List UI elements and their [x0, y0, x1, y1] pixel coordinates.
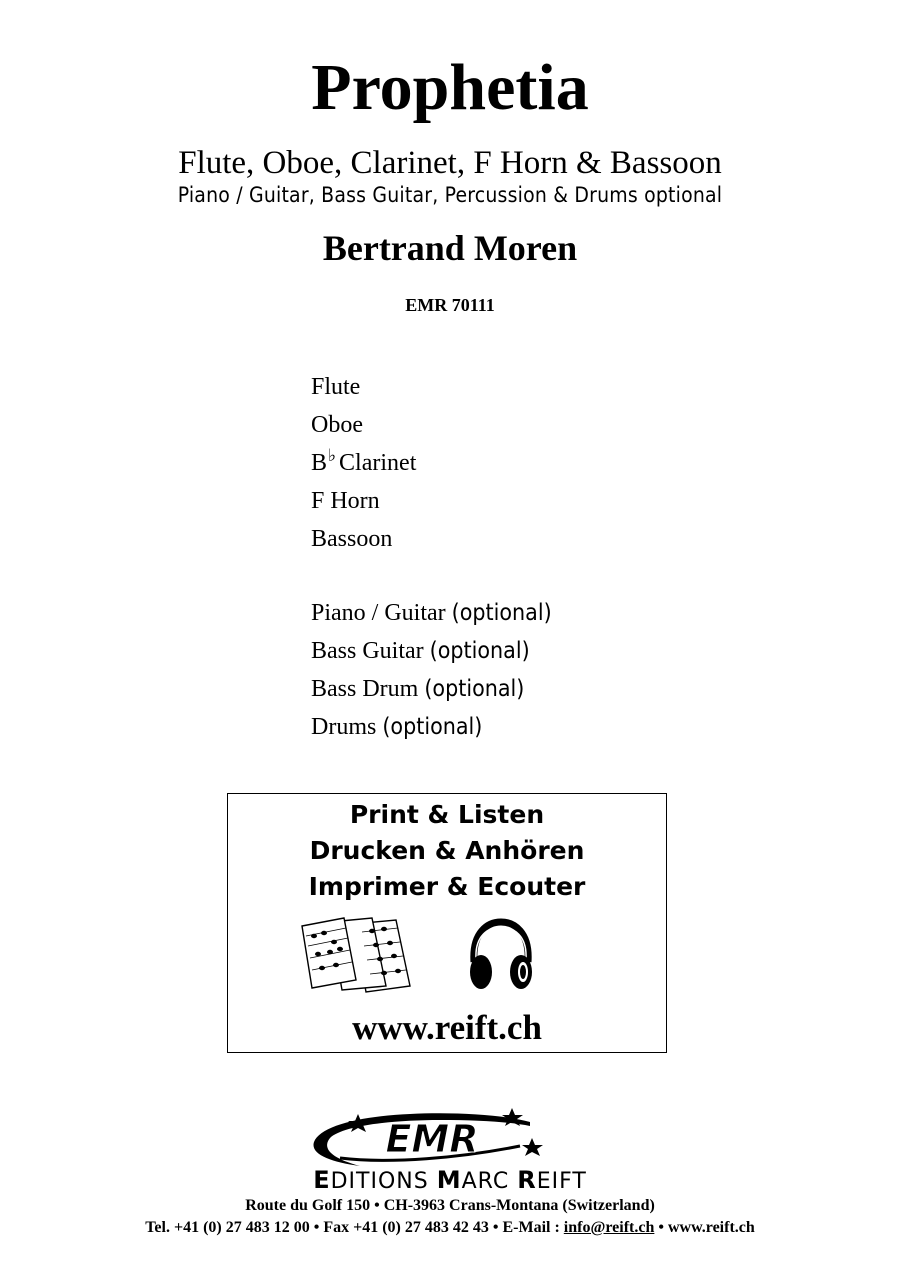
- optional-instrument-list: [311, 594, 552, 746]
- composer-name: Bertrand Moren: [322, 228, 578, 268]
- emr-logo: [300, 1108, 560, 1170]
- publisher-name-initial: R: [517, 1166, 537, 1194]
- optional-instrumentation-subtitle: Piano / Guitar, Bass Guitar, Percussion & Drums optional: [177, 183, 723, 207]
- optional-note: (optional): [424, 676, 525, 702]
- instrument-item: [311, 368, 416, 406]
- sheet-music-icon: [300, 916, 412, 994]
- email-link[interactable]: info@reift.ch: [563, 1219, 655, 1236]
- instrument-label: Clarinet: [339, 450, 417, 476]
- optional-instrument-item: [311, 708, 552, 746]
- publisher-name-initial: E: [313, 1166, 331, 1194]
- promo-line-english: Print & Listen: [349, 800, 545, 829]
- instrument-label: Bass Drum: [311, 676, 419, 702]
- instrument-item: [311, 520, 416, 558]
- headphones-icon: [466, 918, 536, 994]
- instrument-item: [311, 406, 416, 444]
- instrument-label: Oboe: [311, 412, 363, 438]
- optional-instrument-item: [311, 594, 552, 632]
- instrument-key: B: [311, 450, 328, 476]
- catalog-number: EMR 70111: [405, 295, 495, 315]
- optional-instrument-item: [311, 632, 552, 670]
- publisher-address: Route du Golf 150 • CH-3963 Crans-Montana (Switzerland): [245, 1197, 655, 1214]
- print-listen-box: [227, 793, 667, 1053]
- publisher-name-part: ARC: [461, 1169, 518, 1194]
- publisher-name-part: DITIONS: [330, 1169, 437, 1194]
- emr-logo-text: EMR: [385, 1117, 479, 1161]
- instrumentation-subtitle: Flute, Oboe, Clarinet, F Horn & Bassoon: [178, 145, 722, 181]
- instrument-label: F Horn: [311, 488, 380, 514]
- instrument-label: Bass Guitar: [311, 638, 424, 664]
- instrument-item: [311, 482, 416, 520]
- publisher-name-initial: M: [436, 1166, 462, 1194]
- instrument-label: Drums: [311, 714, 377, 740]
- promo-website-link[interactable]: www.reift.ch: [352, 1008, 542, 1047]
- optional-instrument-item: [311, 670, 552, 708]
- promo-line-german: Drucken & Anhören: [309, 836, 585, 865]
- optional-note: (optional): [429, 638, 530, 664]
- contact-website: • www.reift.ch: [654, 1219, 755, 1236]
- promo-line-french: Imprimer & Ecouter: [308, 872, 586, 901]
- publisher-contact: [0, 1218, 900, 1238]
- optional-note: (optional): [382, 714, 483, 740]
- instrument-label: Flute: [311, 374, 361, 400]
- publisher-name-part: EIFT: [536, 1169, 587, 1194]
- optional-note: (optional): [451, 600, 552, 626]
- instrument-list: [311, 368, 416, 558]
- instrument-item: [311, 444, 416, 482]
- publisher-name: [0, 1166, 900, 1196]
- instrument-label: Bassoon: [311, 526, 393, 552]
- page-title: Prophetia: [311, 51, 589, 124]
- instrument-label: Piano / Guitar: [311, 600, 446, 626]
- flat-sign: ♭: [328, 446, 337, 465]
- contact-phone-fax: Tel. +41 (0) 27 483 12 00 • Fax +41 (0) 27 483 42 43 • E-Mail :: [145, 1219, 564, 1236]
